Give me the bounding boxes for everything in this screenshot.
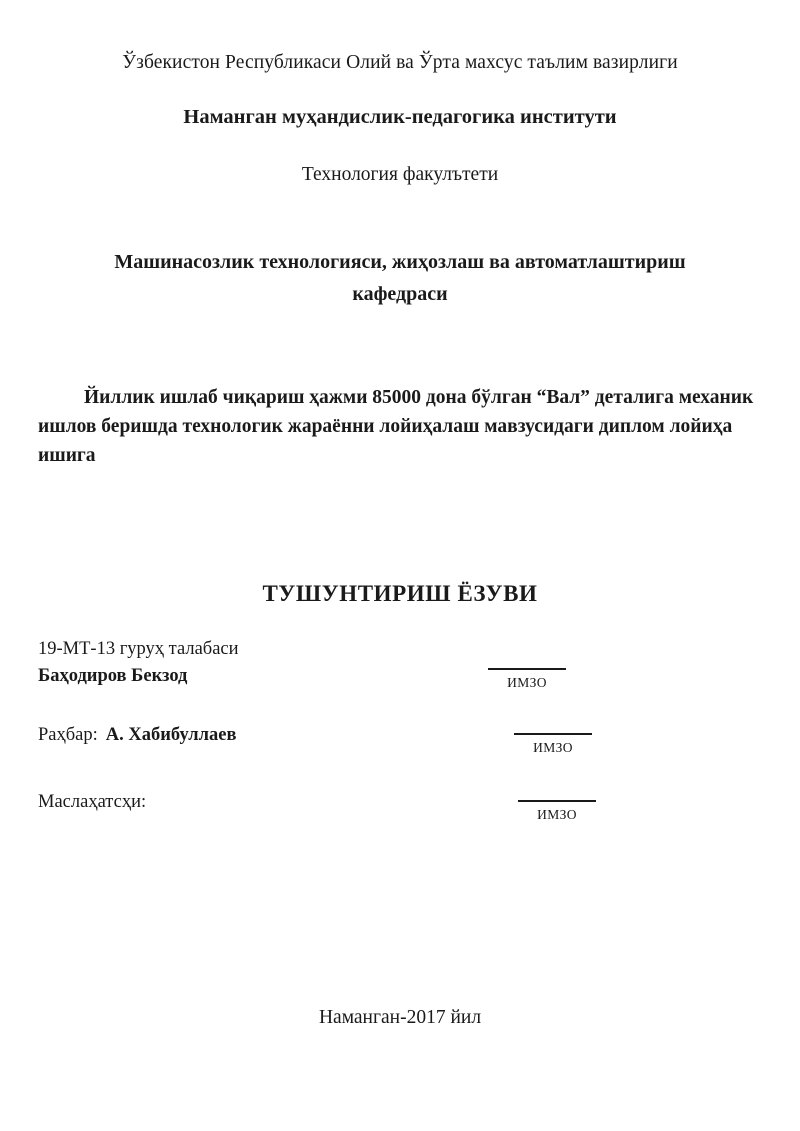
supervisor-signature-caption: ИМЗО [533,740,573,755]
supervisor-signature-party [38,723,236,748]
ministry-heading: Ўзбекистон Республикаси Олий ва Ўрта махсус таълим вазирлиги [122,52,678,73]
consultant-role-label: Маслаҳатсҳи: [38,792,147,812]
consultant-signature-rule [518,800,596,802]
student-signature-slot [488,668,566,691]
consultant-signature-party [38,790,146,815]
supervisor-role-label: Раҳбар: [38,725,98,745]
consultant-signature-caption: ИМЗО [537,807,577,822]
supervisor-signature-rule [514,733,592,735]
student-name: Баҳодиров Бекзод [38,666,188,686]
institute-heading: Наманган муҳандислик-педагогика институти [183,106,617,128]
explanatory-note-heading: ТУШУНТИРИШ ЁЗУВИ [262,581,538,606]
faculty-heading: Технология факулътети [301,164,499,185]
student-signature-rule [488,668,566,670]
supervisor-signature-slot [514,733,592,756]
consultant-signature-slot [518,800,596,823]
student-signature-party [38,637,239,689]
supervisor-name: А. Хабибуллаев [105,725,237,745]
student-signature-caption: ИМЗО [507,675,547,690]
department-heading: Машинасозлик технологияси, жиҳозлаш ва автоматлаштириш кафедраси [114,251,686,305]
student-group-label: 19-МТ-13 гуруҳ талабаси [38,639,239,659]
place-and-year-footer: Наманган-2017 йил [318,1007,482,1028]
thesis-title: Йиллик ишлаб чиқариш ҳажми 85000 дона бўлган “Вал” деталига механик ишлов беришда технологик жараённи лойиҳалаш мавзусидаги диплом лойиҳа ишига [38,387,754,466]
